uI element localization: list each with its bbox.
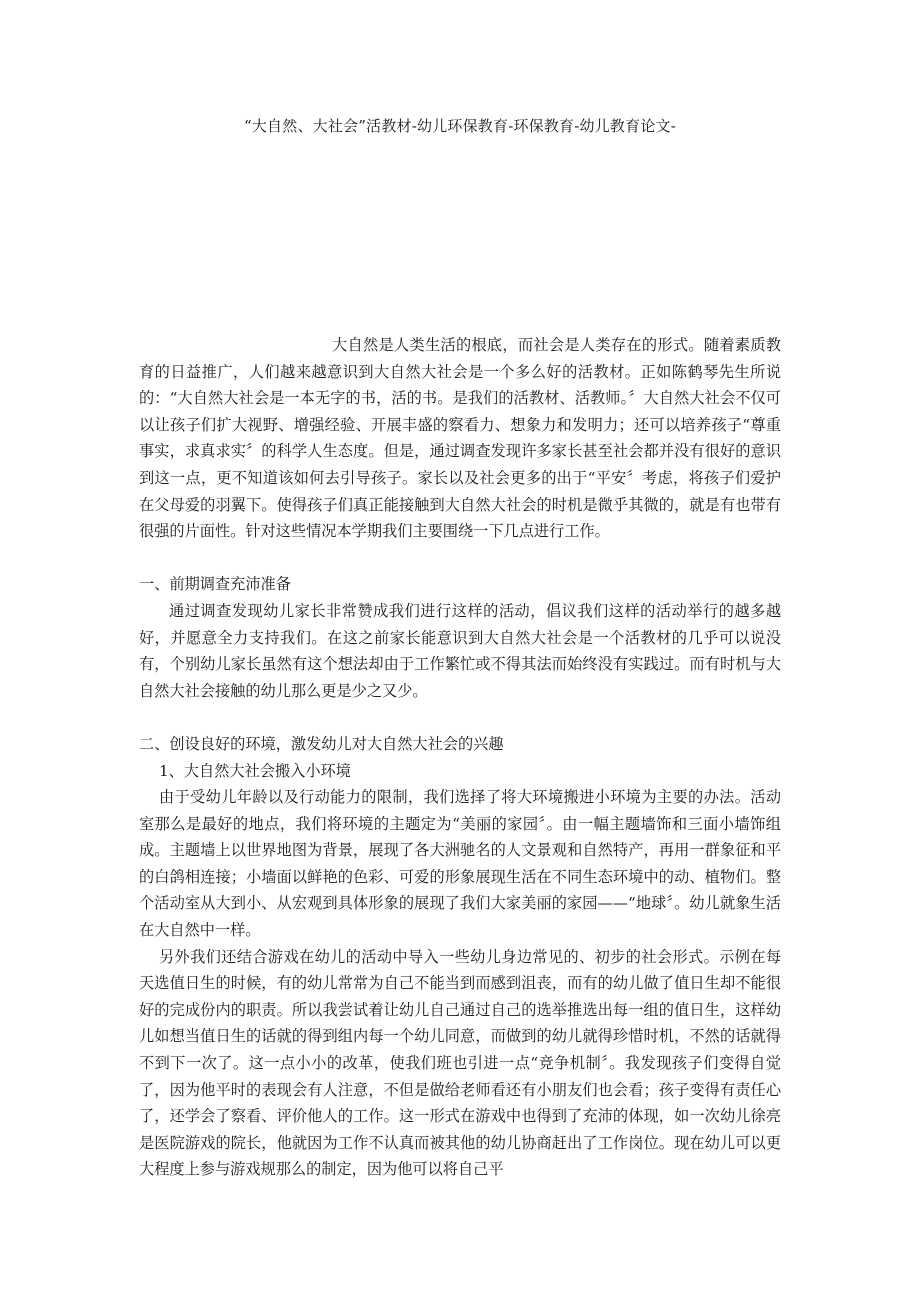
section-2-subheading: 1、大自然大社会搬入小环境 xyxy=(159,761,351,780)
intro-paragraph: 大自然是人类生活的根底，而社会是人类存在的形式。随着素质教育的日益推广，人们越来越意识到大自然大社会是一个多么好的活教材。正如陈鹤琴先生所说的：“大自然大社会是一本无字的书，活的书。是我们的活教材、活教师。〞大自然大社会不仅可以让孩子们扩大视野、增强经验、开展丰盛的察看力、想象力和发明力；还可以培养孩子“尊重事实，求真求实〞的科学人生态度。但是，通过调查发现许多家长甚至社会都并没有很好的意识到这一点，更不知道该如何去引导孩子。家长以及社会更多的出于“平安〞考虑，将孩子们爱护在父母爱的羽翼下。使得孩子们真正能接触到大自然大社会的时机是微乎其微的，就是有也带有很强的片面性。针对这些情况本学期我们主要围绕一下几点进行工作。 xyxy=(139,336,781,541)
document-body xyxy=(139,332,781,1183)
section-2-heading: 二、创设良好的环境，激发幼儿对大自然大社会的兴趣 xyxy=(139,734,504,753)
section-1-heading: 一、前期调查充沛准备 xyxy=(139,575,291,594)
section-2-paragraph-2: 另外我们还结合游戏在幼儿的活动中导入一些幼儿身边常见的、初步的社会形式。示例在每天选值日生的时候，有的幼儿常常为自己不能当到而感到沮丧，而有的幼儿做了值日生却不能很好的完成份内的职责。所以我尝试着让幼儿自己通过自己的选举推选出每一组的值日生，这样幼儿如想当值日生的话就的得到组内每一个幼儿同意，而做到的幼儿就得珍惜时机，不然的话就得不到下一次了。这一点小小的改革，使我们班也引进一点“竞争机制〞。我发现孩子们变得自觉了，因为他平时的表现会有人注意，不但是做给老师看还有小朋友们也会看；孩子变得有责任心了，还学会了察看、评价他人的工作。这一形式在游戏中也得到了充沛的体现，如一次幼儿徐亮是医院游戏的院长，他就因为工作不认真而被其他的幼儿协商赶出了工作岗位。现在幼儿可以更大程度上参与游戏规那么的制定，因为他可以将自己平 xyxy=(139,947,781,1179)
paragraph-spacer xyxy=(139,704,781,731)
section-2-paragraph-1: 由于受幼儿年龄以及行动能力的限制，我们选择了将大环境搬进小环境为主要的办法。活动室那么是最好的地点，我们将环境的主题定为“美丽的家园〞。由一幅主题墙饰和三面小墙饰组成。主题墙上以世界地图为背景，展现了各大洲驰名的人文景观和自然特产，再用一群象征和平的白鸽相连接；小墙面以鲜艳的色彩、可爱的形象展现生活在不同生态环境中的动、植物们。整个活动室从大到小、从宏观到具体形象的展现了我们大家美丽的家园——“地球〞。幼儿就象生活在大自然中一样。 xyxy=(139,788,781,940)
section-1-paragraph: 通过调查发现幼儿家长非常赞成我们进行这样的活动，倡议我们这样的活动举行的越多越好，并愿意全力支持我们。在这之前家长能意识到大自然大社会是一个活教材的几乎可以说没有，个别幼儿家长虽然有这个想法却由于工作繁忙或不得其法而始终没有实践过。而有时机与大自然大社会接触的幼儿那么更是少之又少。 xyxy=(139,601,781,700)
paragraph-spacer xyxy=(139,545,781,572)
document-title: “大自然、大社会”活教材-幼儿环保教育-环保教育-幼儿教育论文- xyxy=(243,117,676,135)
